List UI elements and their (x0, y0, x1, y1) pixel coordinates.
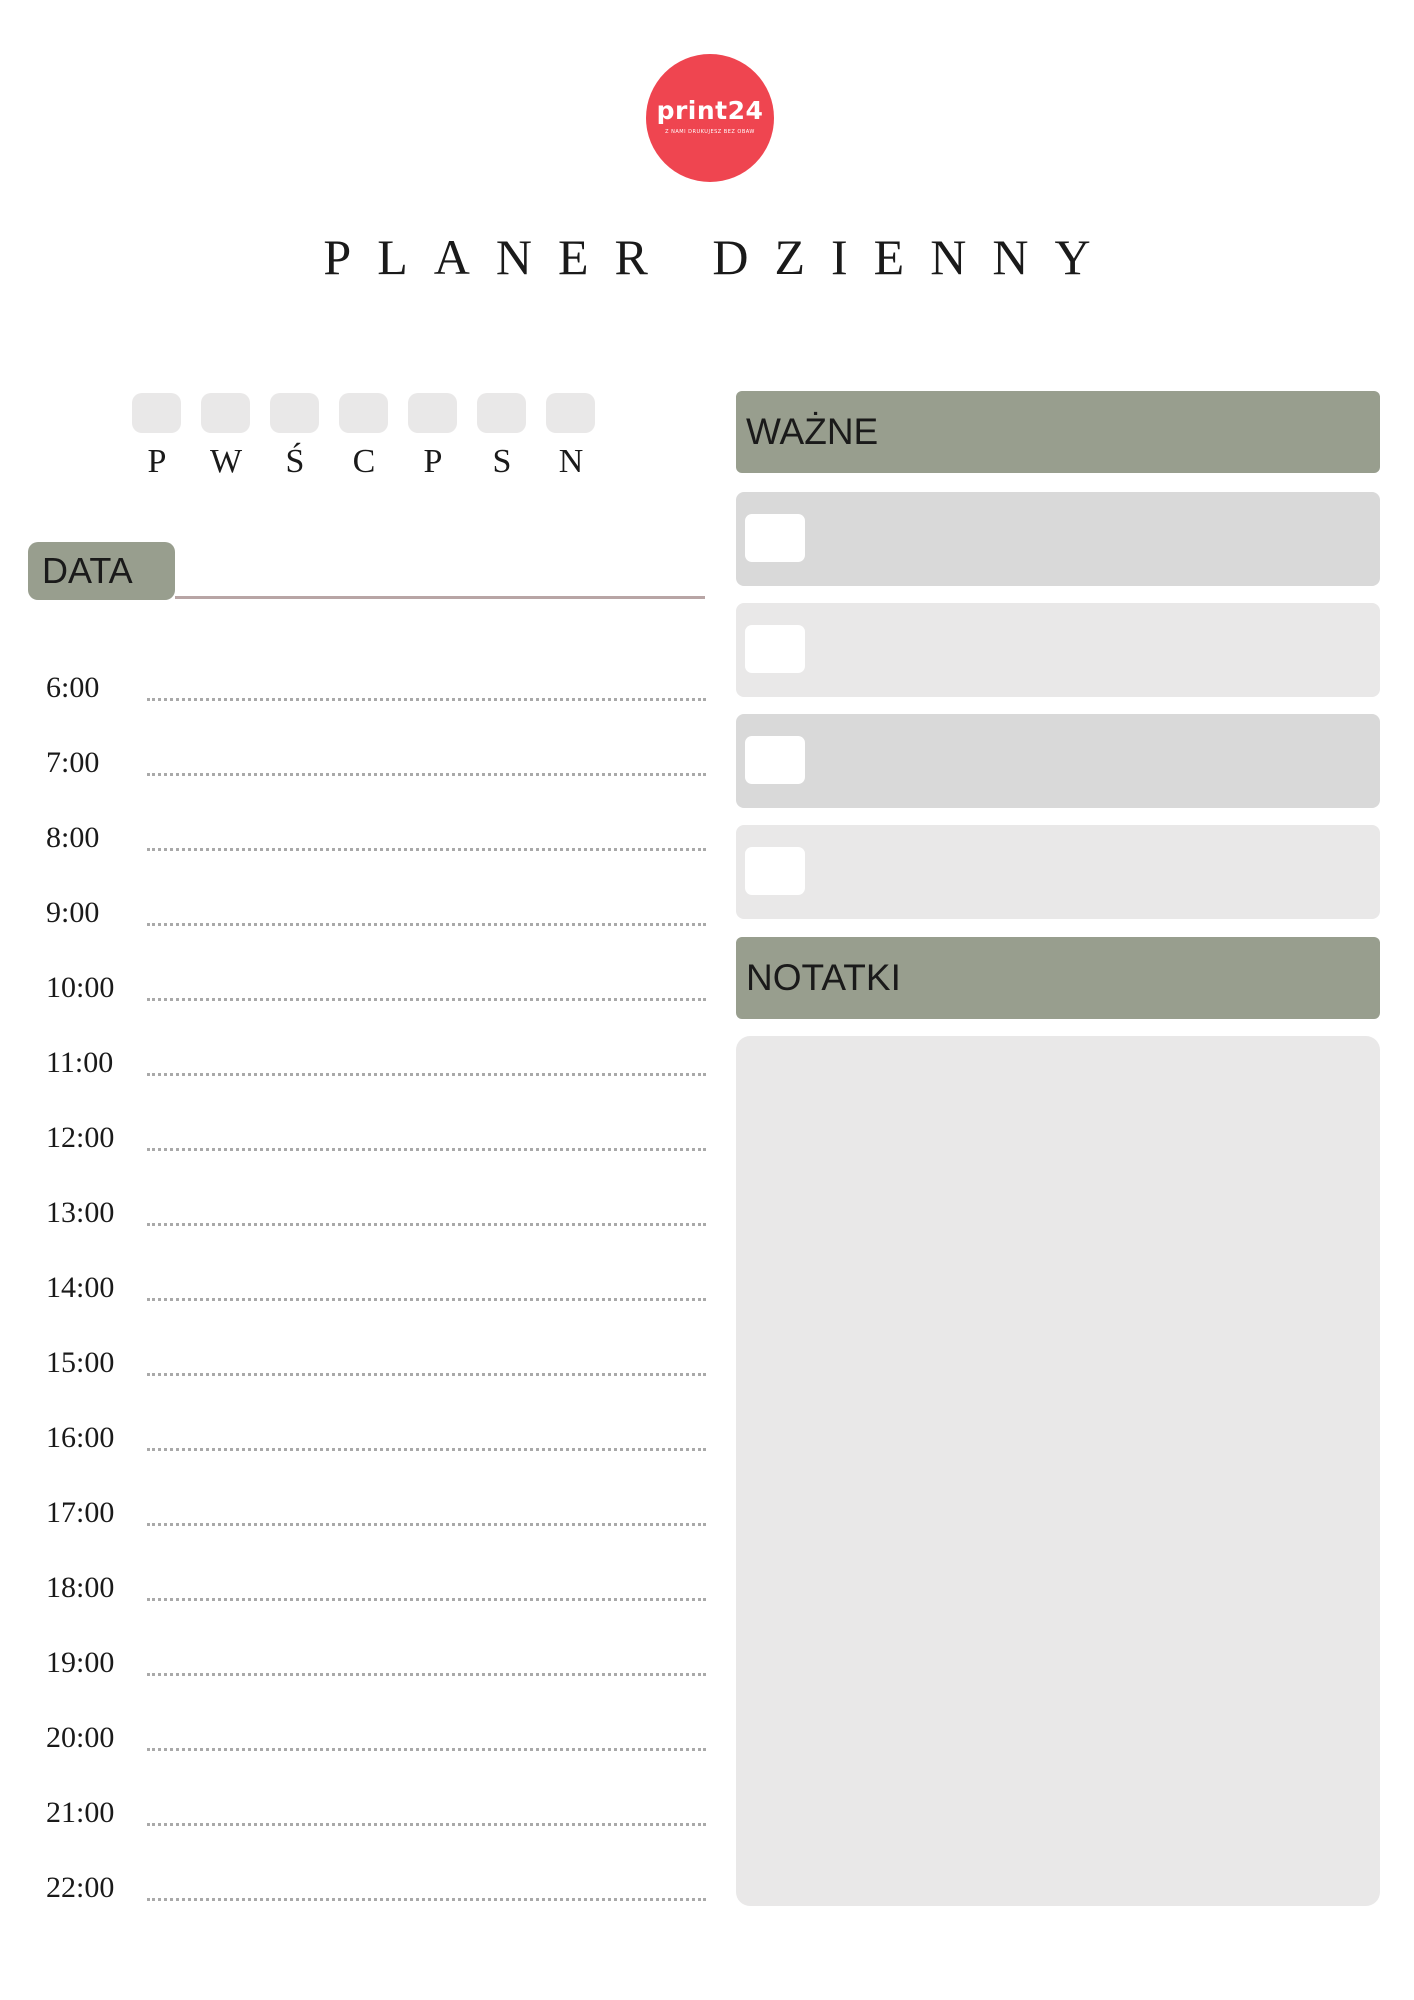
hour-line[interactable] (147, 1148, 706, 1151)
weekday-letter: P (423, 443, 443, 480)
hour-row[interactable] (46, 1193, 706, 1233)
important-task-row[interactable] (736, 603, 1380, 697)
hour-line[interactable] (147, 1523, 706, 1526)
important-header: WAŻNE (736, 391, 1380, 473)
hour-line[interactable] (147, 773, 706, 776)
hour-line[interactable] (147, 1898, 706, 1901)
hour-label: 10:00 (46, 971, 115, 1004)
task-checkbox[interactable] (745, 736, 805, 784)
hour-row[interactable] (46, 1718, 706, 1758)
hour-label: 13:00 (46, 1196, 115, 1229)
hour-label: 11:00 (46, 1046, 114, 1079)
hour-label: 12:00 (46, 1121, 115, 1154)
hour-label: 16:00 (46, 1421, 115, 1454)
hour-row[interactable] (46, 968, 706, 1008)
weekday-sunday[interactable] (546, 393, 596, 481)
date-field[interactable] (175, 596, 705, 599)
hour-row[interactable] (46, 1868, 706, 1908)
logo-tagline: Z NAMI DRUKUJESZ BEZ OBAW (665, 129, 755, 135)
date-label: DATA (28, 542, 175, 600)
hour-line[interactable] (147, 1298, 706, 1301)
hour-row[interactable] (46, 1493, 706, 1533)
hour-label: 18:00 (46, 1571, 115, 1604)
weekday-letter: W (209, 443, 243, 480)
weekday-letter: Ś (285, 443, 305, 480)
hour-row[interactable] (46, 818, 706, 858)
hour-line[interactable] (147, 923, 706, 926)
hour-label: 17:00 (46, 1496, 115, 1529)
weekday-thursday[interactable] (339, 393, 389, 481)
hour-row[interactable] (46, 1118, 706, 1158)
important-task-row[interactable] (736, 492, 1380, 586)
weekday-checkbox[interactable] (546, 393, 595, 433)
hour-line[interactable] (147, 1673, 706, 1676)
hour-row[interactable] (46, 1568, 706, 1608)
hour-label: 22:00 (46, 1871, 115, 1904)
weekday-tuesday[interactable] (201, 393, 251, 481)
hour-line[interactable] (147, 1748, 706, 1751)
weekday-letter: C (352, 443, 376, 480)
hour-label: 6:00 (46, 671, 100, 704)
hour-label: 14:00 (46, 1271, 115, 1304)
weekday-checkbox[interactable] (477, 393, 526, 433)
hour-line[interactable] (147, 1373, 706, 1376)
weekday-monday[interactable] (132, 393, 182, 481)
hour-label: 9:00 (46, 896, 100, 929)
hour-row[interactable] (46, 1343, 706, 1383)
page-title: PLANER DZIENNY (323, 229, 1117, 285)
hour-row[interactable] (46, 1643, 706, 1683)
notes-area[interactable] (736, 1036, 1380, 1906)
hour-line[interactable] (147, 698, 706, 701)
hour-row[interactable] (46, 668, 706, 708)
weekday-friday[interactable] (408, 393, 458, 481)
weekday-checkbox[interactable] (339, 393, 388, 433)
weekday-letter: P (147, 443, 167, 480)
hour-label: 21:00 (46, 1796, 115, 1829)
hour-line[interactable] (147, 1073, 706, 1076)
hour-row[interactable] (46, 1268, 706, 1308)
hour-line[interactable] (147, 1823, 706, 1826)
weekday-saturday[interactable] (477, 393, 527, 481)
task-checkbox[interactable] (745, 625, 805, 673)
weekday-checkbox[interactable] (408, 393, 457, 433)
hour-label: 15:00 (46, 1346, 115, 1379)
hour-line[interactable] (147, 998, 706, 1001)
notes-header: NOTATKI (736, 937, 1380, 1019)
hour-row[interactable] (46, 1793, 706, 1833)
hour-line[interactable] (147, 848, 706, 851)
task-checkbox[interactable] (745, 847, 805, 895)
logo-brand: print24 (656, 96, 764, 125)
hour-row[interactable] (46, 743, 706, 783)
weekday-checkbox[interactable] (270, 393, 319, 433)
hour-line[interactable] (147, 1448, 706, 1451)
hour-label: 7:00 (46, 746, 100, 779)
task-checkbox[interactable] (745, 514, 805, 562)
hour-row[interactable] (46, 1043, 706, 1083)
hour-row[interactable] (46, 1418, 706, 1458)
hour-row[interactable] (46, 893, 706, 933)
hour-label: 19:00 (46, 1646, 115, 1679)
hour-line[interactable] (147, 1223, 706, 1226)
hour-label: 8:00 (46, 821, 100, 854)
hour-line[interactable] (147, 1598, 706, 1601)
weekday-checkbox[interactable] (201, 393, 250, 433)
hour-label: 20:00 (46, 1721, 115, 1754)
weekday-checkbox[interactable] (132, 393, 181, 433)
important-task-row[interactable] (736, 825, 1380, 919)
important-task-row[interactable] (736, 714, 1380, 808)
print24-logo (646, 54, 774, 182)
weekday-wednesday[interactable] (270, 393, 320, 481)
weekday-letter: S (492, 443, 512, 480)
weekday-letter: N (558, 443, 584, 480)
